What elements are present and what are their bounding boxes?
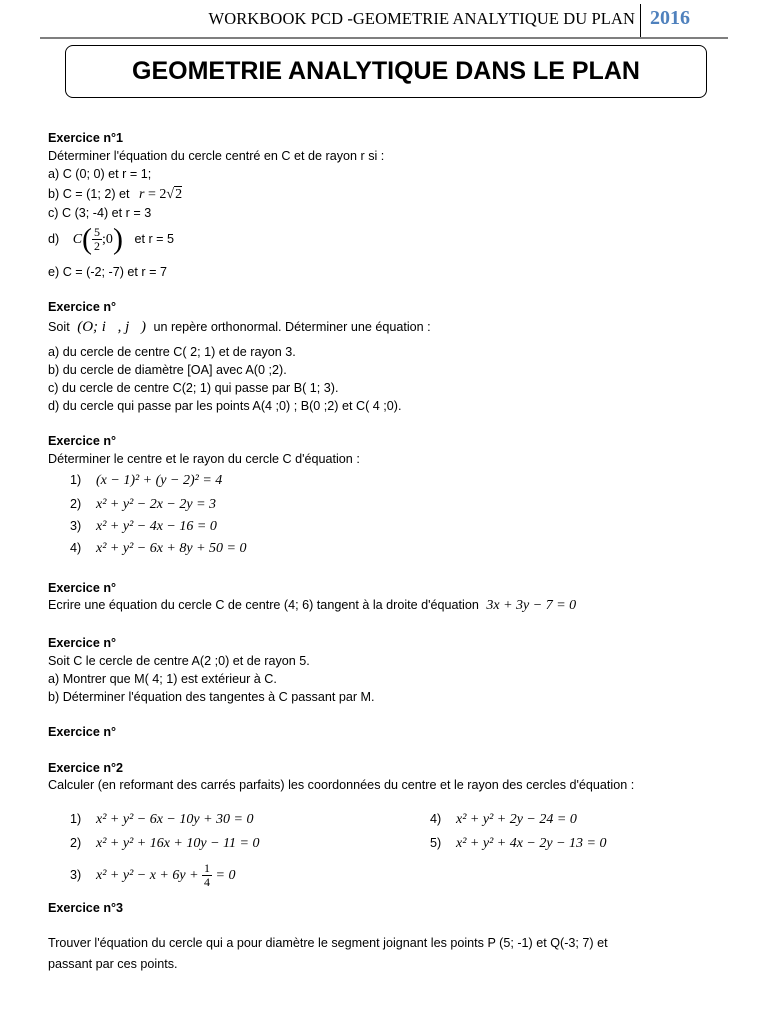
- exercise-2-soit: Soit (O; i⃗, j⃗) un repère orthonormal. Déterminer une équation :: [48, 319, 431, 335]
- exercise-1-intro: Déterminer l'équation du cercle centré en C et de rayon r si :: [48, 149, 385, 163]
- exercise-1-item-e: e) C = (-2; -7) et r = 7: [48, 265, 167, 279]
- exercise-1-item-c: c) C (3; -4) et r = 3: [48, 206, 152, 220]
- exercise-3-title: Exercice n°: [48, 434, 117, 448]
- exercise-1-item-d-label: d): [48, 232, 60, 246]
- exercise-2-frame-math: (O; i⃗, j⃗): [77, 319, 146, 335]
- exercise-1-item-b-math: r = 2√2: [139, 187, 183, 202]
- exercise-3-item-2: 2) x² + y² − 2x − 2y = 3: [70, 497, 217, 512]
- header-rule: [40, 37, 728, 39]
- exercise-7-item-4: 4) x² + y² + 2y − 24 = 0: [430, 812, 577, 827]
- header-divider: [640, 4, 641, 37]
- exercise-2-item-c: c) du cercle de centre C(2; 1) qui passe par B( 1; 3).: [48, 381, 339, 395]
- exercise-7-item-5: 5) x² + y² + 4x − 2y − 13 = 0: [430, 836, 607, 851]
- exercise-2-item-d: d) du cercle qui passe par les points A(4 ;0) ; B(0 ;2) et C( 4 ;0).: [48, 399, 402, 413]
- header-year: 2016: [650, 7, 690, 29]
- exercise-2-item-b: b) du cercle de diamètre [OA] avec A(0 ;2).: [48, 363, 287, 377]
- exercise-1-item-d: d) C( $\frac{5}{2}$ ;0) et r = 5: [48, 222, 174, 256]
- exercise-4-text: Ecrire une équation du cercle C de centre (4; 6) tangent à la droite d'équation 3x + 3y − 7 = 0: [48, 598, 577, 613]
- exercise-5-item-a: a) Montrer que M( 4; 1) est extérieur à C.: [48, 672, 277, 686]
- workbook-header-title: WORKBOOK PCD -GEOMETRIE ANALYTIQUE DU PLAN: [208, 9, 635, 28]
- exercise-2-title: Exercice n°: [48, 300, 117, 314]
- exercise-7-title: Exercice n°2: [48, 761, 124, 775]
- exercise-3-item-1: 1) (x − 1)² + (y − 2)² = 4: [70, 473, 223, 488]
- exercise-3-item-3: 3) x² + y² − 4x − 16 = 0: [70, 519, 217, 534]
- exercise-5-intro: Soit C le cercle de centre A(2 ;0) et de rayon 5.: [48, 654, 310, 668]
- exercise-4-line-equation: 3x + 3y − 7 = 0: [486, 598, 577, 613]
- exercise-1-title: Exercice n°1: [48, 131, 124, 145]
- exercise-4-title: Exercice n°: [48, 581, 117, 595]
- exercise-8-title: Exercice n°3: [48, 901, 124, 915]
- exercise-5-title: Exercice n°: [48, 636, 117, 650]
- exercise-7-item-3-fraction: $\frac{1}{4}$: [204, 861, 211, 890]
- exercise-1-item-b-text: b) C = (1; 2) et: [48, 187, 130, 201]
- exercise-2-item-a: a) du cercle de centre C( 2; 1) et de rayon 3.: [48, 345, 296, 359]
- exercise-8-line-1: Trouver l'équation du cercle qui a pour diamètre le segment joignant les points P (5; -1) et Q(-3; 7) et: [48, 936, 608, 950]
- exercise-1-item-b: [48, 186, 182, 203]
- exercise-6-title: Exercice n°: [48, 725, 117, 739]
- exercise-1-item-d-fraction: $\frac{5}{2}$: [94, 225, 101, 254]
- exercise-3-intro: Déterminer le centre et le rayon du cercle C d'équation :: [48, 452, 360, 466]
- exercise-7-item-2: 2) x² + y² + 16x + 10y − 11 = 0: [70, 836, 260, 851]
- exercise-7-intro: Calculer (en reformant des carrés parfaits) les coordonnées du centre et le rayon des cercles d'équation :: [48, 778, 635, 792]
- exercise-1-item-d-tail: et r = 5: [134, 232, 174, 246]
- exercise-8-line-2: passant par ces points.: [48, 957, 178, 971]
- exercise-5-item-b: b) Déterminer l'équation des tangentes à C passant par M.: [48, 690, 375, 704]
- exercise-7-item-3: 3) x² + y² − x + 6y + $\frac{1}{4}$ = 0: [70, 861, 236, 890]
- exercise-3-item-4: 4) x² + y² − 6x + 8y + 50 = 0: [70, 541, 247, 556]
- page-title: GEOMETRIE ANALYTIQUE DANS LE PLAN: [65, 45, 707, 98]
- exercise-1-item-a: a) C (0; 0) et r = 1;: [48, 167, 152, 181]
- exercise-7-item-1: 1) x² + y² − 6x − 10y + 30 = 0: [70, 812, 254, 827]
